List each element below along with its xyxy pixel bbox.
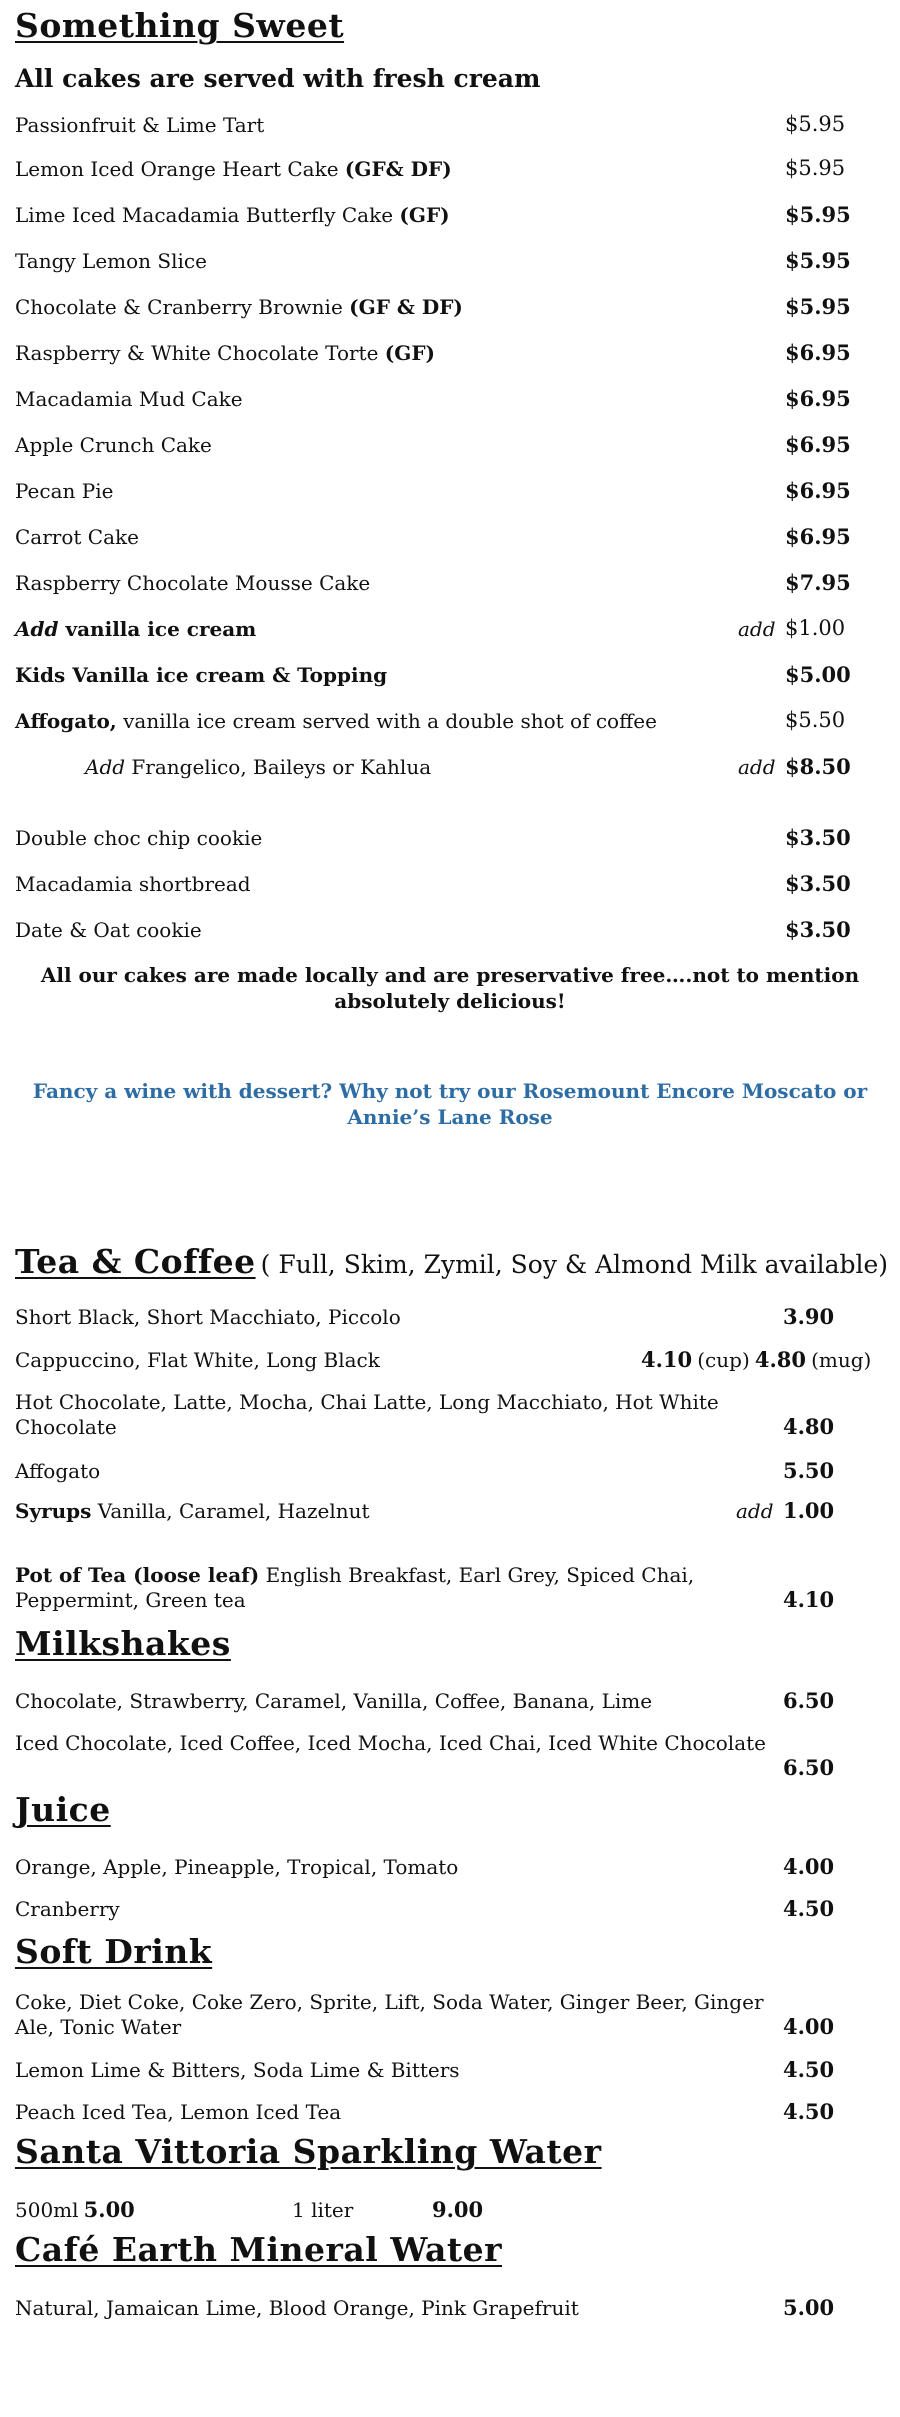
list-item: Passionfruit & Lime Tart (15, 113, 265, 137)
item-price: 1.00 (783, 1498, 835, 1523)
item-price: $5.95 (785, 202, 851, 227)
list-item: Pecan Pie (15, 479, 114, 503)
add-label: add (738, 617, 776, 641)
list-item: Lemon Iced Orange Heart Cake (GF& DF) (15, 157, 452, 181)
list-item: Coke, Diet Coke, Coke Zero, Sprite, Lift, Soda Water, Ginger Beer, Ginger Ale, Tonic Water (15, 1990, 764, 2039)
item-price: 4.50 (783, 2057, 835, 2082)
list-item: Chocolate & Cranberry Brownie (GF & DF) (15, 295, 463, 319)
item-price: $5.50 (785, 708, 846, 732)
section-title-juice: Juice (15, 1790, 111, 1829)
item-price: 6.50 (783, 1755, 835, 1780)
item-price: $1.00 (785, 616, 846, 640)
list-item: Double choc chip cookie (15, 826, 263, 850)
item-price: $6.95 (785, 340, 851, 365)
pot-of-tea-item: Pot of Tea (loose leaf) English Breakfast, Earl Grey, Spiced Chai, Peppermint, Green tea (15, 1563, 695, 1612)
wine-suggestion: Fancy a wine with dessert? Why not try our Rosemount Encore Moscato or Annie’s Lane Rose (32, 1079, 868, 1129)
list-item: Raspberry Chocolate Mousse Cake (15, 571, 371, 595)
sparkling-small: 500ml 5.00 (15, 2197, 135, 2222)
section-title-soft-drink: Soft Drink (15, 1932, 213, 1971)
milk-options-note: ( Full, Skim, Zymil, Soy & Almond Milk available) (260, 1250, 889, 1279)
item-price: $5.00 (785, 662, 851, 687)
item-price: 4.50 (783, 1896, 835, 1921)
item-price: 4.50 (783, 2099, 835, 2124)
item-price: 5.00 (783, 2295, 835, 2320)
add-ice-cream-item: Add vanilla ice cream (15, 617, 257, 641)
item-price: 3.90 (783, 1304, 835, 1329)
item-price: 6.50 (783, 1688, 835, 1713)
add-label: add (738, 755, 776, 779)
section-subtitle-cakes: All cakes are served with fresh cream (15, 64, 541, 93)
item-price: $3.50 (785, 917, 851, 942)
item-price: $5.95 (785, 156, 846, 180)
list-item: Cappuccino, Flat White, Long Black (15, 1348, 380, 1372)
list-item: Orange, Apple, Pineapple, Tropical, Tomato (15, 1855, 459, 1879)
section-title-something-sweet: Something Sweet (15, 6, 345, 45)
sparkling-large-price: 9.00 (432, 2197, 484, 2222)
list-item: Chocolate, Strawberry, Caramel, Vanilla, Coffee, Banana, Lime (15, 1689, 653, 1713)
list-item: Natural, Jamaican Lime, Blood Orange, Pink Grapefruit (15, 2296, 579, 2320)
section-title-milkshakes: Milkshakes (15, 1624, 231, 1663)
section-title-sparkling-water: Santa Vittoria Sparkling Water (15, 2132, 602, 2171)
item-price: 4.10 (783, 1587, 835, 1612)
list-item: Raspberry & White Chocolate Torte (GF) (15, 341, 436, 365)
section-title-tea-coffee: Tea & Coffee (15, 1242, 256, 1281)
list-item: Macadamia shortbread (15, 872, 251, 896)
item-price: $6.95 (785, 432, 851, 457)
list-item: Cranberry (15, 1897, 120, 1921)
tea-coffee-header (15, 1242, 888, 1281)
cappuccino-prices: 4.10 (cup) 4.80 (mug) (641, 1347, 872, 1372)
affogato-item: Affogato, vanilla ice cream served with a double shot of coffee (15, 709, 657, 733)
syrups-item: Syrups Vanilla, Caramel, Hazelnut (15, 1499, 370, 1523)
list-item: Date & Oat cookie (15, 918, 202, 942)
item-price: $3.50 (785, 825, 851, 850)
list-item: Lime Iced Macadamia Butterfly Cake (GF) (15, 203, 450, 227)
item-price: $8.50 (785, 754, 851, 779)
cakes-note: All our cakes are made locally and are preservative free….not to mention absolutely delicious! (40, 963, 860, 1013)
add-label: add (736, 1499, 774, 1523)
list-item: Carrot Cake (15, 525, 139, 549)
item-price: $5.95 (785, 248, 851, 273)
list-item: Hot Chocolate, Latte, Mocha, Chai Latte, Long Macchiato, Hot White Chocolate (15, 1390, 719, 1439)
item-price: $5.95 (785, 294, 851, 319)
item-price: 4.80 (783, 1414, 835, 1439)
item-price: $5.95 (785, 112, 846, 136)
item-price: 5.50 (783, 1458, 835, 1483)
item-price: $6.95 (785, 478, 851, 503)
section-title-mineral-water: Café Earth Mineral Water (15, 2230, 503, 2269)
liqueur-item: Add Frangelico, Baileys or Kahlua (85, 755, 432, 779)
list-item: Short Black, Short Macchiato, Piccolo (15, 1305, 401, 1329)
list-item: Peach Iced Tea, Lemon Iced Tea (15, 2100, 342, 2124)
item-price: $6.95 (785, 386, 851, 411)
list-item: Macadamia Mud Cake (15, 387, 243, 411)
list-item: Tangy Lemon Slice (15, 249, 207, 273)
item-price: 4.00 (783, 1854, 835, 1879)
sparkling-large-label: 1 liter (292, 2198, 354, 2222)
list-item: Apple Crunch Cake (15, 433, 212, 457)
item-price: $6.95 (785, 524, 851, 549)
kids-ice-cream-item: Kids Vanilla ice cream & Topping (15, 663, 388, 687)
list-item: Affogato (15, 1459, 101, 1483)
item-price: $7.95 (785, 570, 851, 595)
list-item: Lemon Lime & Bitters, Soda Lime & Bitters (15, 2058, 460, 2082)
list-item: Iced Chocolate, Iced Coffee, Iced Mocha, Iced Chai, Iced White Chocolate (15, 1731, 766, 1755)
item-price: 4.00 (783, 2014, 835, 2039)
item-price: $3.50 (785, 871, 851, 896)
